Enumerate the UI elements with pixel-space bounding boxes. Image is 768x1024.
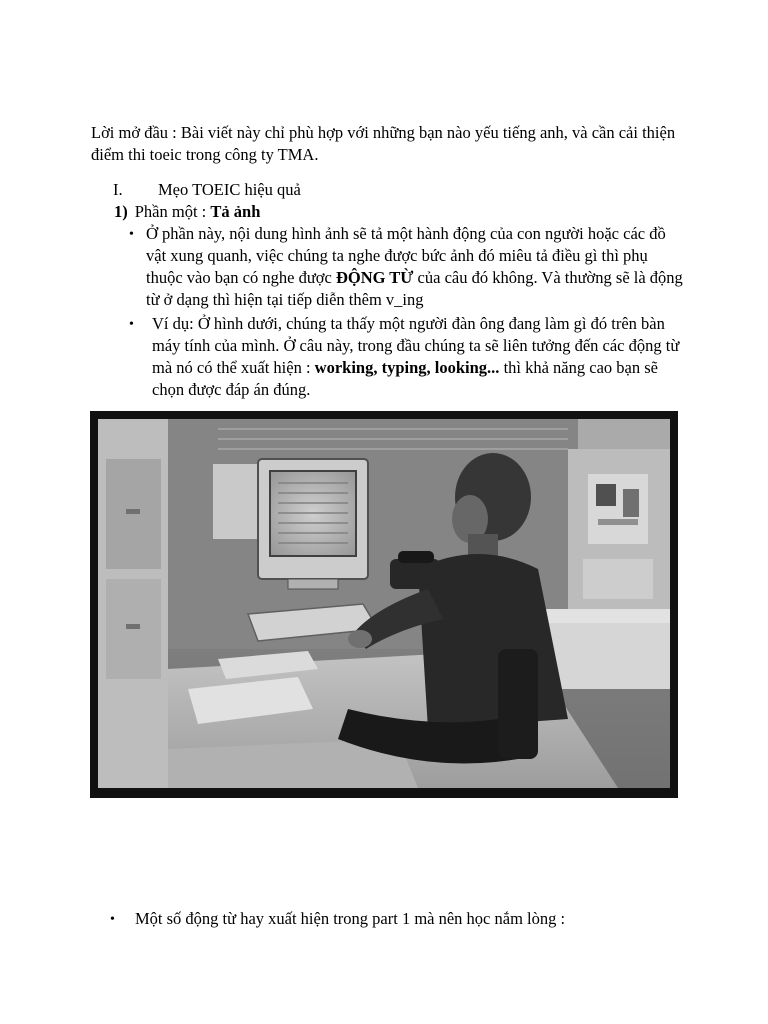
list-item [129, 313, 682, 401]
office-photo [90, 411, 678, 798]
bullet-dot: • [110, 912, 115, 927]
list-item [110, 908, 675, 930]
section-title: Mẹo TOEIC hiệu quả [158, 180, 301, 199]
intro-label: Lời mở đầu [91, 123, 169, 142]
intro-paragraph [91, 122, 681, 166]
bullet-bold-text: ĐỘNG TỪ [335, 268, 414, 287]
part-number: 1) [114, 202, 128, 221]
section-number: I. [113, 180, 123, 199]
bullet-dot: • [129, 227, 134, 242]
bullet-text: Ở phần này, nội dung hình ảnh sẽ tả một hành động của con người hoặc các đồ vật xung quanh, việc chúng ta nghe được bức ảnh đó miêu tả điều gì thì phụ thuộc vào bạn có nghe được [146, 224, 666, 287]
photo-illustration [98, 419, 670, 788]
bullet-text-end: của câu đó không. Và thường sẽ là động từ ở dạng thì hiện tại tiếp diễn thêm v_ing [146, 268, 683, 309]
bullet-text: Ví dụ: Ở hình dưới, chúng ta thấy một người đàn ông đang làm gì đó trên bàn máy tính của mình. Ở câu này, trong đầu chúng ta sẽ liên tưởng đến các động từ mà nó có thể xuất hiện : [152, 314, 680, 377]
bullet-dot: • [129, 317, 134, 332]
part-prefix: Phần một : [134, 202, 211, 221]
bullet-bold-text: working, typing, looking... [314, 358, 500, 377]
list-item [129, 223, 686, 311]
part-title: Tả ảnh [210, 202, 261, 221]
part-heading [114, 201, 260, 223]
bullet-text-end: thì khả năng cao bạn sẽ chọn được đáp án đúng. [152, 358, 658, 399]
bullet-text: Một số động từ hay xuất hiện trong part 1 mà nên học nắm lòng : [135, 909, 566, 928]
intro-text: : Bài viết này chỉ phù hợp với những bạn nào yếu tiếng anh, và cần cải thiện điểm thi toeic trong công ty TMA. [91, 123, 676, 164]
